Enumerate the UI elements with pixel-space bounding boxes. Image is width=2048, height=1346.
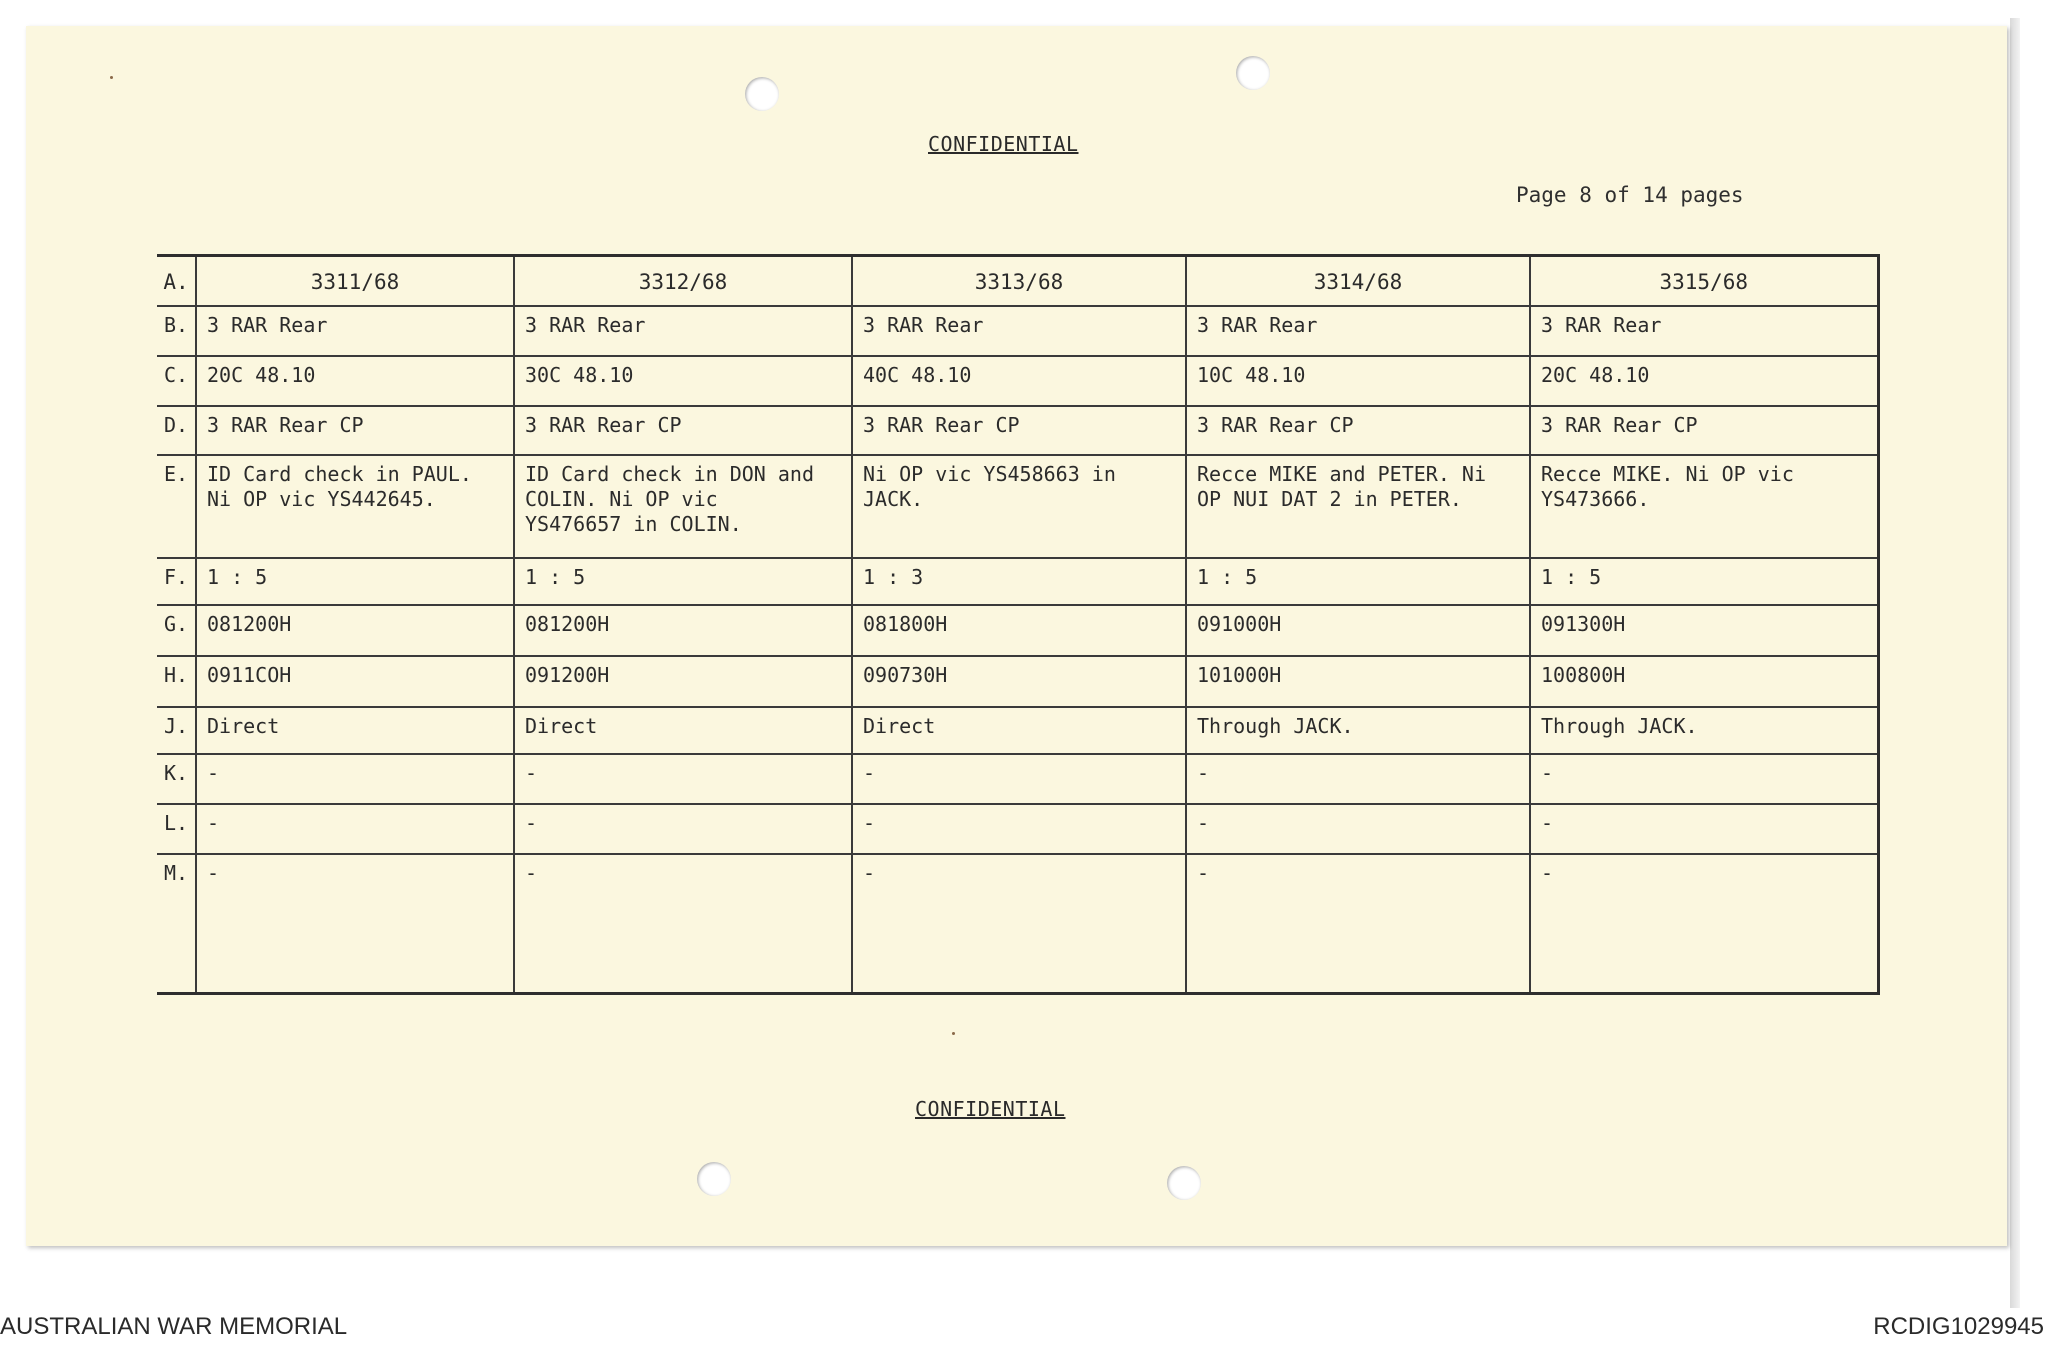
table-cell: Through JACK. bbox=[1186, 707, 1530, 755]
table-row bbox=[157, 356, 1878, 406]
table-cell: - bbox=[514, 754, 852, 804]
table-cell: - bbox=[514, 804, 852, 854]
serial-number-cell: 3315/68 bbox=[1530, 256, 1878, 307]
row-label: D. bbox=[157, 406, 196, 456]
table-row bbox=[157, 605, 1878, 656]
table-cell: - bbox=[852, 804, 1186, 854]
record-id: RCDIG1029945 bbox=[1873, 1313, 2044, 1340]
table-cell: - bbox=[1186, 804, 1530, 854]
table-cell: - bbox=[196, 754, 514, 804]
table-row bbox=[157, 455, 1878, 557]
table-cell: 1 : 5 bbox=[1186, 558, 1530, 606]
table-row bbox=[157, 854, 1878, 994]
table-cell: 10C 48.10 bbox=[1186, 356, 1530, 406]
serial-number-cell: 3313/68 bbox=[852, 256, 1186, 307]
table-cell: - bbox=[1186, 754, 1530, 804]
table-cell: 20C 48.10 bbox=[196, 356, 514, 406]
table-cell: - bbox=[196, 804, 514, 854]
table-cell: 091300H bbox=[1530, 605, 1878, 656]
table-cell: 100800H bbox=[1530, 656, 1878, 707]
table-cell: 1 : 5 bbox=[1530, 558, 1878, 606]
table-row bbox=[157, 558, 1878, 606]
table-cell: Ni OP vic YS458663 in JACK. bbox=[852, 455, 1186, 557]
paper-speck bbox=[952, 1032, 955, 1035]
table-cell: 3 RAR Rear CP bbox=[196, 406, 514, 456]
serial-number-cell: 3312/68 bbox=[514, 256, 852, 307]
serial-table bbox=[157, 254, 1878, 995]
table-cell: 091200H bbox=[514, 656, 852, 707]
table-cell: 40C 48.10 bbox=[852, 356, 1186, 406]
table-cell: 3 RAR Rear bbox=[852, 306, 1186, 356]
paper-speck bbox=[110, 76, 113, 79]
punch-hole bbox=[1236, 56, 1270, 90]
table-cell: ID Card check in DON and COLIN. Ni OP vic YS476657 in COLIN. bbox=[514, 455, 852, 557]
paper-edge bbox=[2010, 18, 2020, 1308]
table-cell: 090730H bbox=[852, 656, 1186, 707]
table-cell: 1 : 5 bbox=[514, 558, 852, 606]
table-cell: Recce MIKE. Ni OP vic YS473666. bbox=[1530, 455, 1878, 557]
table-row bbox=[157, 256, 1878, 307]
table-cell: - bbox=[1186, 854, 1530, 994]
serial-number-cell: 3311/68 bbox=[196, 256, 514, 307]
table-cell: 3 RAR Rear CP bbox=[852, 406, 1186, 456]
row-label: M. bbox=[157, 854, 196, 994]
row-label: E. bbox=[157, 455, 196, 557]
table-cell: 091000H bbox=[1186, 605, 1530, 656]
table-cell: Direct bbox=[514, 707, 852, 755]
table-cell: - bbox=[852, 754, 1186, 804]
punch-hole bbox=[1167, 1166, 1201, 1200]
page-number: Page 8 of 14 pages bbox=[1516, 183, 1744, 207]
row-label: B. bbox=[157, 306, 196, 356]
table-cell: 1 : 5 bbox=[196, 558, 514, 606]
row-label: H. bbox=[157, 656, 196, 707]
table-cell: 3 RAR Rear bbox=[1530, 306, 1878, 356]
row-label: J. bbox=[157, 707, 196, 755]
row-label: K. bbox=[157, 754, 196, 804]
institution-label: AUSTRALIAN WAR MEMORIAL bbox=[0, 1313, 348, 1340]
table-cell: 0911COH bbox=[196, 656, 514, 707]
table-cell: - bbox=[1530, 804, 1878, 854]
table-cell: Direct bbox=[196, 707, 514, 755]
row-label: C. bbox=[157, 356, 196, 406]
table-cell: - bbox=[196, 854, 514, 994]
table-cell: Recce MIKE and PETER. Ni OP NUI DAT 2 in PETER. bbox=[1186, 455, 1530, 557]
table-cell: ID Card check in PAUL. Ni OP vic YS442645. bbox=[196, 455, 514, 557]
classification-footer: CONFIDENTIAL bbox=[915, 1097, 1066, 1121]
table-row bbox=[157, 306, 1878, 356]
row-label: A. bbox=[157, 256, 196, 307]
table-cell: 3 RAR Rear bbox=[1186, 306, 1530, 356]
punch-hole bbox=[745, 77, 779, 111]
table-cell: - bbox=[514, 854, 852, 994]
table-cell: - bbox=[852, 854, 1186, 994]
table-cell: - bbox=[1530, 854, 1878, 994]
table-cell: 101000H bbox=[1186, 656, 1530, 707]
table-cell: 081200H bbox=[196, 605, 514, 656]
table-cell: Direct bbox=[852, 707, 1186, 755]
table-row bbox=[157, 406, 1878, 456]
table-cell: 3 RAR Rear CP bbox=[1186, 406, 1530, 456]
table-cell: 3 RAR Rear bbox=[514, 306, 852, 356]
table-row bbox=[157, 656, 1878, 707]
table-cell: 081800H bbox=[852, 605, 1186, 656]
table-cell: 20C 48.10 bbox=[1530, 356, 1878, 406]
table-cell: - bbox=[1530, 754, 1878, 804]
table-cell: 3 RAR Rear CP bbox=[1530, 406, 1878, 456]
table-cell: 3 RAR Rear bbox=[196, 306, 514, 356]
table-cell: 30C 48.10 bbox=[514, 356, 852, 406]
table-cell: 081200H bbox=[514, 605, 852, 656]
table-row bbox=[157, 754, 1878, 804]
table-cell: Through JACK. bbox=[1530, 707, 1878, 755]
row-label: G. bbox=[157, 605, 196, 656]
classification-header: CONFIDENTIAL bbox=[928, 132, 1079, 156]
table-cell: 3 RAR Rear CP bbox=[514, 406, 852, 456]
serial-number-cell: 3314/68 bbox=[1186, 256, 1530, 307]
table-row bbox=[157, 707, 1878, 755]
punch-hole bbox=[697, 1162, 731, 1196]
table-row bbox=[157, 804, 1878, 854]
row-label: F. bbox=[157, 558, 196, 606]
table-cell: 1 : 3 bbox=[852, 558, 1186, 606]
row-label: L. bbox=[157, 804, 196, 854]
